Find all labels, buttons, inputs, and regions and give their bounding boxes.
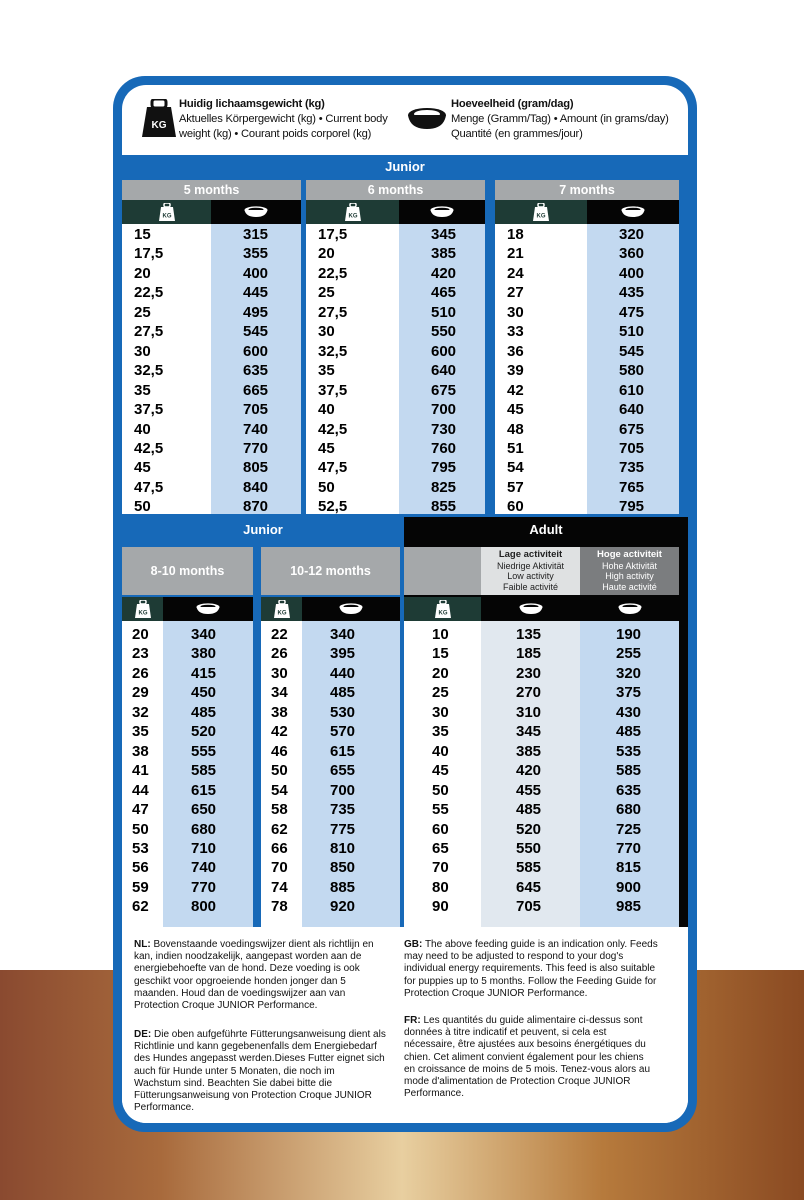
weight-cell: 59: [132, 878, 149, 896]
high-activity-amount-cell: 725: [616, 820, 642, 838]
weight-cell: 42,5: [134, 439, 164, 457]
weight-cell: 30: [432, 703, 449, 721]
low-activity-amount-cell: 270: [516, 684, 542, 702]
low-activity-amount-cell: 345: [516, 723, 542, 741]
note-gb: [404, 939, 684, 1000]
note-gb-line: individual energy requirements. This feed is also suitable: [404, 963, 656, 975]
weight-cell: 65: [432, 839, 449, 857]
weight-cell: 38: [271, 703, 288, 721]
amount-cell: 610: [619, 381, 645, 399]
weight-cell: 37,5: [318, 381, 348, 399]
junior-bottom-title: Junior: [122, 517, 404, 543]
weight-cell: 26: [271, 645, 288, 663]
note-de-label: DE:: [134, 1029, 152, 1040]
legend-amount: [407, 85, 687, 155]
note-gb-line: may need to be adjusted to respond to your dog's: [404, 951, 624, 963]
adult-icon-row: [404, 597, 679, 621]
weight-cell: 30: [271, 664, 288, 682]
high-activity-title: Hoge activiteit: [597, 549, 662, 560]
high-activity-amount-cell: 770: [616, 839, 642, 857]
legend-weight-line2: weight (kg) • Courant poids corporel (kg): [179, 128, 372, 140]
weight-cell: 47,5: [318, 459, 348, 477]
amount-cell: 395: [330, 645, 356, 663]
weight-cell: 23: [132, 645, 149, 663]
weight-cell: 20: [318, 245, 335, 263]
amount-cell: 570: [330, 723, 356, 741]
weight-cell: 78: [271, 898, 288, 916]
note-de: [134, 1029, 400, 1114]
weight-cell: 30: [318, 323, 335, 341]
note-fr-line: chien. Cet aliment convient également pour les chiens: [404, 1051, 644, 1063]
food-bowl-icon: [244, 206, 268, 218]
amount-cell: 445: [243, 284, 269, 302]
note-de-line: auch für Hunde unter 5 Monaten, die noch im: [134, 1065, 335, 1077]
weight-cell: 40: [318, 401, 335, 419]
note-fr-line: nécessaire, être ajustées aux besoins énergétiques du: [404, 1039, 646, 1051]
high-activity-amount-cell: 585: [616, 762, 642, 780]
low-activity-amount-cell: 185: [516, 645, 542, 663]
legend-weight-line1: Aktuelles Körpergewicht (kg) • Current body: [179, 113, 388, 125]
low-activity-amount-cell: 230: [516, 664, 542, 682]
adult-rows: [404, 621, 679, 927]
kg-icon-label: KG: [536, 213, 546, 220]
weight-cell: 27: [507, 284, 524, 302]
amount-cell: 550: [431, 323, 457, 341]
note-nl-line: Bovenstaande voedingswijzer dient als richtlijn en: [153, 939, 374, 950]
weight-cell: 70: [432, 859, 449, 877]
high-activity-amount-cell: 430: [616, 703, 642, 721]
low-activity-amount-cell: 585: [516, 859, 542, 877]
amount-cell: 600: [243, 342, 269, 360]
amount-cell: 700: [431, 401, 457, 419]
amount-cell: 730: [431, 420, 457, 438]
note-de-line: Performance.: [134, 1102, 195, 1114]
amount-cell: 345: [431, 226, 457, 243]
note-fr-line: en croissance de moins de 5 mois. Tenez-vous alors au: [404, 1063, 651, 1075]
note-fr-line: mode d'alimentation de Protection Croque JUNIOR: [404, 1076, 631, 1088]
weight-cell: 42: [271, 723, 288, 741]
amount-cell: 380: [191, 645, 217, 663]
weight-cell: 74: [271, 878, 288, 896]
amount-cell: 675: [431, 381, 457, 399]
weight-cell: 18: [507, 226, 524, 243]
weight-cell: 25: [432, 684, 449, 702]
weight-cell: 53: [132, 839, 149, 857]
high-activity-de: Hohe Aktivität: [601, 560, 658, 571]
junior-bottom-1-icon-row: [261, 597, 400, 621]
food-bowl-icon: [339, 603, 363, 615]
amount-cell: 705: [243, 401, 269, 419]
weight-cell: 29: [132, 684, 149, 702]
low-activity-fr: Faible activité: [502, 581, 559, 592]
amount-cell: 585: [191, 762, 217, 780]
weight-cell: 20: [134, 264, 151, 282]
junior-top-title: Junior: [122, 155, 688, 179]
weight-cell: 36: [507, 342, 524, 360]
amount-cell: 795: [431, 459, 457, 477]
junior-bottom-0-header: 8-10 months: [122, 547, 253, 595]
low-activity-amount-cell: 420: [516, 762, 542, 780]
weight-cell: 52,5: [318, 498, 348, 516]
junior-bottom-0-icon-row: [122, 597, 253, 621]
amount-cell: 440: [330, 664, 356, 682]
weight-cell: 10: [432, 626, 449, 643]
weight-cell: 38: [132, 742, 149, 760]
amount-cell: 775: [330, 820, 356, 838]
note-de-line: Die oben aufgeführte Fütterungsanweisung dient als: [154, 1029, 386, 1040]
weight-cell: 50: [432, 781, 449, 799]
adult-title: Adult: [404, 517, 688, 543]
junior-1-rows: [306, 224, 485, 514]
weight-cell: 44: [132, 781, 149, 799]
low-activity-de: Niedrige Aktivität: [496, 560, 565, 571]
high-activity-amount-cell: 535: [616, 742, 642, 760]
weight-cell: 27,5: [134, 323, 164, 341]
low-activity-amount-cell: 705: [516, 898, 542, 916]
amount-cell: 615: [191, 781, 217, 799]
amount-cell: 760: [431, 439, 457, 457]
note-fr-label: FR:: [404, 1015, 421, 1026]
food-bowl-icon: [621, 206, 645, 218]
junior-1-icon-row: [306, 200, 485, 224]
amount-cell: 855: [431, 498, 457, 516]
low-activity-en: Low activity: [507, 571, 554, 581]
legend-amount-line2: Quantité (en grammes/jour): [451, 128, 583, 140]
weight-cell: 47,5: [134, 478, 164, 496]
weight-cell: 27,5: [318, 303, 348, 321]
weight-cell: 22,5: [134, 284, 164, 302]
weight-cell: 35: [134, 381, 151, 399]
amount-cell: 885: [330, 878, 356, 896]
note-nl-line: maanden. Houd dan de voedingswijzer aan van: [134, 987, 346, 999]
kg-icon-label: KG: [151, 120, 167, 131]
amount-cell: 770: [243, 439, 269, 457]
high-activity-amount-cell: 635: [616, 781, 642, 799]
note-nl-line: kan, indien noodzakelijk, aangepast worden aan de: [134, 951, 362, 963]
amount-cell: 400: [619, 264, 645, 282]
note-fr: [404, 1015, 684, 1100]
note-de-line: des Hundes angepasst werden.Dieses Futter eignet sich: [134, 1053, 385, 1065]
kg-icon-label: KG: [138, 610, 147, 617]
weight-cell: 42,5: [318, 420, 348, 438]
amount-cell: 705: [619, 439, 645, 457]
weight-cell: 40: [432, 742, 449, 760]
weight-cell: 45: [134, 459, 151, 477]
amount-cell: 450: [191, 684, 217, 702]
amount-cell: 640: [431, 362, 457, 380]
high-activity-amount-cell: 815: [616, 859, 642, 877]
weight-cell: 20: [432, 664, 449, 682]
amount-cell: 600: [431, 342, 457, 360]
weight-cell: 15: [432, 645, 449, 663]
amount-cell: 465: [431, 284, 457, 302]
weight-cell: 50: [271, 762, 288, 780]
amount-cell: 530: [330, 703, 356, 721]
note-gb-line: for puppies up to 5 months. Follow the Feeding Guide for: [404, 975, 657, 987]
weight-cell: 22: [271, 626, 288, 643]
high-activity-amount-cell: 485: [616, 723, 642, 741]
weight-cell: 48: [507, 420, 524, 438]
amount-cell: 320: [619, 226, 645, 243]
amount-cell: 735: [619, 459, 645, 477]
kg-icon-label: KG: [438, 610, 447, 617]
amount-cell: 765: [619, 478, 645, 496]
amount-cell: 420: [431, 264, 457, 282]
note-de-line: Wachstum sind. Beachten Sie dabei bitte die: [134, 1077, 333, 1089]
weight-cell: 55: [432, 801, 449, 819]
amount-cell: 485: [330, 684, 356, 702]
junior-0-icon-row: [122, 200, 301, 224]
kg-weight-icon: [159, 203, 175, 221]
weight-cell: 51: [507, 439, 524, 457]
amount-cell: 635: [243, 362, 269, 380]
low-activity-title: Lage activiteit: [498, 549, 563, 560]
high-activity-amount-cell: 900: [616, 878, 642, 896]
weight-cell: 22,5: [318, 264, 348, 282]
kg-weight-icon: [533, 203, 549, 221]
weight-cell: 54: [271, 781, 288, 799]
amount-cell: 655: [330, 762, 356, 780]
junior-0-rows: [122, 224, 301, 514]
amount-cell: 545: [619, 342, 645, 360]
weight-cell: 25: [318, 284, 335, 302]
junior-2-header: 7 months: [495, 180, 679, 200]
amount-cell: 710: [191, 839, 217, 857]
amount-cell: 435: [619, 284, 645, 302]
weight-cell: 24: [507, 264, 524, 282]
note-fr-line: Performance.: [404, 1088, 465, 1100]
weight-cell: 50: [134, 498, 151, 516]
weight-cell: 35: [432, 723, 449, 741]
junior-2-rows: [495, 224, 679, 514]
kg-weight-icon: [135, 600, 151, 618]
legend: [122, 85, 688, 155]
weight-cell: 41: [132, 762, 149, 780]
note-gb-line: Protection Croque JUNIOR Performance.: [404, 987, 588, 999]
weight-cell: 57: [507, 478, 524, 496]
high-activity-en: High activity: [605, 571, 654, 581]
amount-cell: 580: [619, 362, 645, 380]
weight-cell: 40: [134, 420, 151, 438]
note-gb-label: GB:: [404, 939, 423, 950]
high-activity-amount-cell: 190: [616, 626, 642, 643]
note-de-line: Richtlinie und kann gegebenenfalls dem Energiebedarf: [134, 1041, 377, 1053]
amount-cell: 870: [243, 498, 269, 516]
amount-cell: 315: [243, 226, 269, 243]
weight-cell: 32,5: [134, 362, 164, 380]
food-bowl-icon: [618, 603, 642, 615]
weight-cell: 56: [132, 859, 149, 877]
low-activity-amount-cell: 550: [516, 839, 542, 857]
amount-cell: 640: [619, 401, 645, 419]
note-fr-line: données à titre indicatif et peuvent, si cela est: [404, 1027, 607, 1039]
high-activity-fr: Haute activité: [602, 581, 657, 592]
low-activity-amount-cell: 135: [516, 626, 542, 643]
weight-cell: 37,5: [134, 401, 164, 419]
junior-2-icon-row: [495, 200, 679, 224]
adult-high-activity-header: [580, 547, 679, 595]
amount-cell: 415: [191, 664, 217, 682]
low-activity-amount-cell: 310: [516, 703, 542, 721]
weight-cell: 45: [318, 439, 335, 457]
legend-weight: [142, 85, 412, 155]
amount-cell: 740: [191, 859, 217, 877]
amount-cell: 825: [431, 478, 457, 496]
notes-section: [122, 927, 688, 1123]
legend-weight-title: Huidig lichaamsgewicht (kg): [179, 98, 325, 110]
weight-cell: 47: [132, 801, 149, 819]
amount-cell: 360: [619, 245, 645, 263]
weight-cell: 17,5: [134, 245, 164, 263]
low-activity-amount-cell: 455: [516, 781, 542, 799]
junior-bottom-1-header: 10-12 months: [261, 547, 400, 595]
high-activity-amount-cell: 680: [616, 801, 642, 819]
weight-cell: 25: [134, 303, 151, 321]
weight-cell: 15: [134, 226, 151, 243]
weight-cell: 34: [271, 684, 288, 702]
weight-cell: 26: [132, 664, 149, 682]
low-activity-amount-cell: 485: [516, 801, 542, 819]
amount-cell: 400: [243, 264, 269, 282]
weight-cell: 30: [507, 303, 524, 321]
amount-cell: 545: [243, 323, 269, 341]
amount-cell: 665: [243, 381, 269, 399]
amount-cell: 840: [243, 478, 269, 496]
note-fr-line: Les quantités du guide alimentaire ci-dessus sont: [423, 1015, 643, 1026]
amount-cell: 735: [330, 801, 356, 819]
amount-cell: 850: [330, 859, 356, 877]
note-de-line: Fütterungsanweisung von Protection Croque JUNIOR: [134, 1090, 372, 1102]
amount-cell: 675: [619, 420, 645, 438]
weight-cell: 60: [507, 498, 524, 516]
weight-cell: 58: [271, 801, 288, 819]
amount-cell: 495: [243, 303, 269, 321]
note-gb-line: The above feeding guide is an indication only. Feeds: [424, 939, 658, 950]
feeding-guide-content: [122, 85, 688, 1123]
amount-cell: 800: [191, 898, 217, 916]
food-bowl-icon: [407, 107, 447, 131]
amount-cell: 485: [191, 703, 217, 721]
legend-amount-title: Hoeveelheid (gram/dag): [451, 98, 574, 110]
amount-cell: 680: [191, 820, 217, 838]
kg-icon-label: KG: [162, 213, 171, 220]
low-activity-amount-cell: 520: [516, 820, 542, 838]
weight-cell: 62: [271, 820, 288, 838]
weight-cell: 21: [507, 245, 524, 263]
kg-weight-icon: [345, 203, 361, 221]
weight-cell: 30: [134, 342, 151, 360]
amount-cell: 555: [191, 742, 217, 760]
amount-cell: 810: [330, 839, 356, 857]
adult-low-activity-header: [481, 547, 580, 595]
amount-cell: 740: [243, 420, 269, 438]
high-activity-amount-cell: 320: [616, 664, 642, 682]
weight-cell: 80: [432, 878, 449, 896]
low-activity-amount-cell: 645: [516, 878, 542, 896]
weight-cell: 45: [507, 401, 524, 419]
amount-cell: 340: [330, 626, 356, 643]
food-bowl-icon: [430, 206, 454, 218]
weight-cell: 90: [432, 898, 449, 916]
weight-cell: 46: [271, 742, 288, 760]
amount-cell: 340: [191, 626, 217, 643]
amount-cell: 385: [431, 245, 457, 263]
note-nl-line: energiebehoefte van de hond. Deze voeding is ook: [134, 963, 360, 975]
weight-cell: 39: [507, 362, 524, 380]
junior-bottom-1-rows: [261, 621, 400, 927]
high-activity-amount-cell: 985: [616, 898, 642, 916]
legend-amount-line1: Menge (Gramm/Tag) • Amount (in grams/day): [451, 113, 669, 125]
note-nl-line: Protection Croque JUNIOR Performance.: [134, 1000, 318, 1012]
weight-cell: 62: [132, 898, 149, 916]
food-bowl-icon: [519, 603, 543, 615]
amount-cell: 510: [431, 303, 457, 321]
food-bowl-icon: [196, 603, 220, 615]
amount-cell: 700: [330, 781, 356, 799]
weight-cell: 66: [271, 839, 288, 857]
kg-icon-label: KG: [348, 213, 357, 220]
weight-cell: 33: [507, 323, 524, 341]
weight-cell: 54: [507, 459, 524, 477]
amount-cell: 795: [619, 498, 645, 516]
weight-cell: 32,5: [318, 342, 348, 360]
amount-cell: 520: [191, 723, 217, 741]
note-nl: [134, 939, 396, 1012]
weight-cell: 35: [318, 362, 335, 380]
weight-cell: 50: [318, 478, 335, 496]
weight-cell: 50: [132, 820, 149, 838]
feeding-guide-card: [113, 76, 697, 1132]
junior-1-header: 6 months: [306, 180, 485, 200]
high-activity-amount-cell: 255: [616, 645, 642, 663]
weight-cell: 32: [132, 703, 149, 721]
weight-cell: 17,5: [318, 226, 348, 243]
amount-cell: 920: [330, 898, 356, 916]
junior-0-header: 5 months: [122, 180, 301, 200]
kg-icon-label: KG: [277, 610, 286, 617]
weight-cell: 45: [432, 762, 449, 780]
amount-cell: 355: [243, 245, 269, 263]
weight-cell: 70: [271, 859, 288, 877]
weight-cell: 60: [432, 820, 449, 838]
adult-blank-header: [404, 547, 481, 595]
note-nl-line: geschikt voor opgroeiende honden jonger dan 5: [134, 975, 346, 987]
note-nl-label: NL:: [134, 939, 151, 950]
amount-cell: 510: [619, 323, 645, 341]
low-activity-amount-cell: 385: [516, 742, 542, 760]
amount-cell: 770: [191, 878, 217, 896]
amount-cell: 805: [243, 459, 269, 477]
high-activity-amount-cell: 375: [616, 684, 642, 702]
amount-cell: 475: [619, 303, 645, 321]
amount-cell: 615: [330, 742, 356, 760]
weight-cell: 35: [132, 723, 149, 741]
kg-weight-icon: [142, 99, 176, 137]
weight-cell: 20: [132, 626, 149, 643]
amount-cell: 650: [191, 801, 217, 819]
kg-weight-icon: [435, 600, 451, 618]
kg-weight-icon: [274, 600, 290, 618]
weight-cell: 42: [507, 381, 524, 399]
junior-bottom-0-rows: [122, 621, 253, 927]
